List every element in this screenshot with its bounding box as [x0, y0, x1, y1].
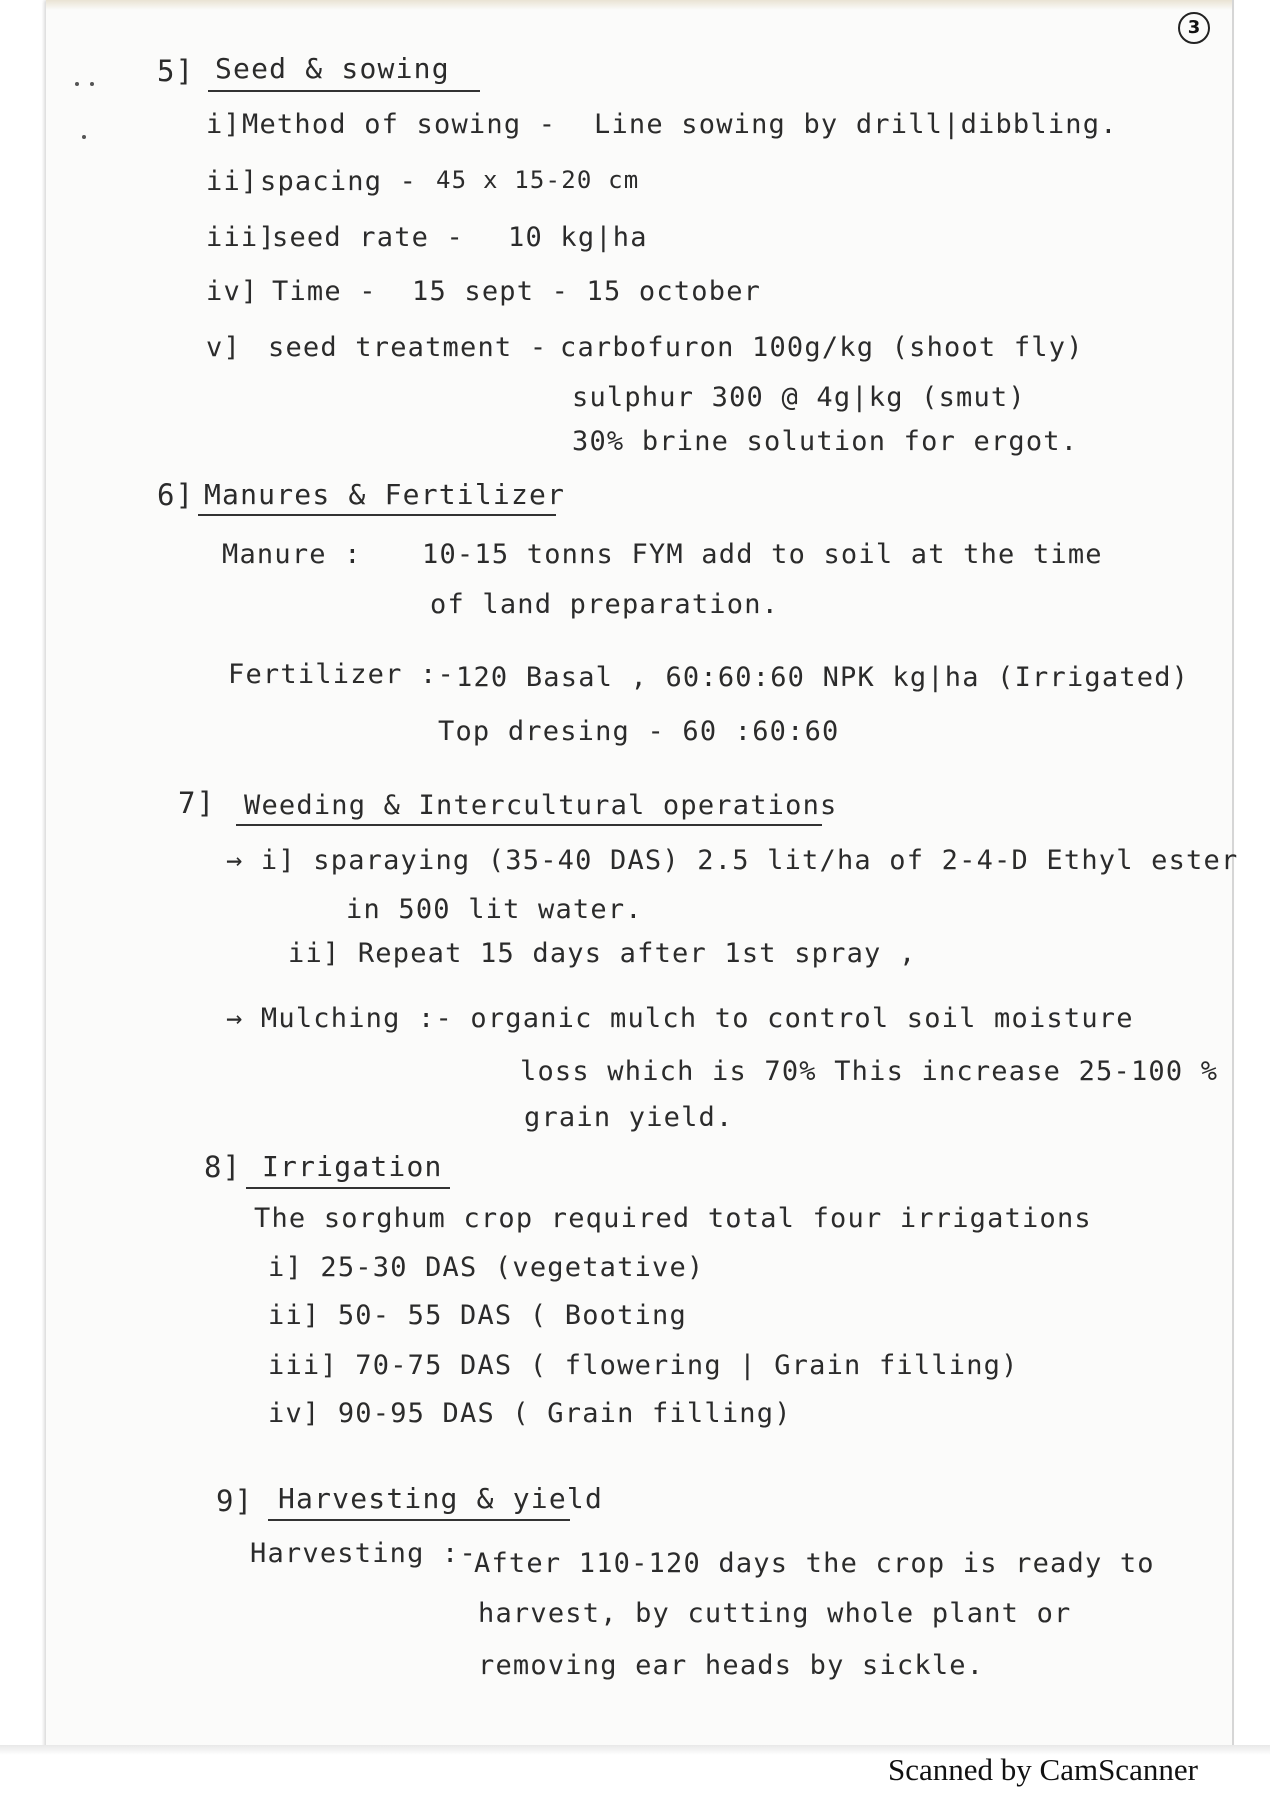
- manure-label: Manure :: [222, 539, 362, 570]
- section-8-underline: [246, 1187, 450, 1189]
- section-5-number: 5]: [157, 54, 195, 88]
- s5-row3-label: seed rate -: [272, 222, 465, 253]
- harvesting-label: Harvesting :-: [250, 1538, 477, 1569]
- mulching-line-1: → Mulching :- organic mulch to control soil moisture: [226, 1003, 1134, 1034]
- s5-row5-value-2: sulphur 300 @ 4g|kg (smut): [572, 382, 1026, 413]
- section-6-title: Manures & Fertilizer: [204, 478, 566, 511]
- s5-row4-value: 15 sept - 15 october: [412, 276, 762, 307]
- s5-row3-number: iii]: [206, 222, 276, 253]
- s5-row4-label: Time -: [272, 276, 377, 307]
- manure-line-2: of land preparation.: [430, 589, 780, 620]
- manure-line-1: 10-15 tonns FYM add to soil at the time: [422, 539, 1103, 570]
- s5-row3-value: 10 kg|ha: [508, 222, 648, 253]
- s5-row4-number: iv]: [206, 276, 259, 307]
- section-5-title: Seed & sowing: [215, 52, 450, 85]
- ink-dot: [90, 82, 94, 86]
- section-6-underline: [198, 514, 556, 516]
- s5-row5-number: v]: [206, 332, 241, 363]
- fertilizer-line-1: 120 Basal , 60:60:60 NPK kg|ha (Irrigated): [456, 662, 1190, 693]
- section-9-number: 9]: [216, 1484, 254, 1518]
- section-7-underline: [236, 824, 822, 826]
- mulching-line-2: loss which is 70% This increase 25-100 %: [520, 1056, 1219, 1087]
- harvesting-line-2: harvest, by cutting whole plant or: [478, 1598, 1072, 1629]
- section-9-title: Harvesting & yield: [278, 1482, 604, 1515]
- weeding-line-2: in 500 lit water.: [346, 894, 643, 925]
- page-top-edge: [46, 0, 1232, 10]
- harvesting-line-3: removing ear heads by sickle.: [478, 1650, 985, 1681]
- mulching-line-3: grain yield.: [524, 1102, 734, 1133]
- s5-row5-value-3: 30% brine solution for ergot.: [572, 426, 1079, 457]
- s5-row5-label: seed treatment -: [268, 332, 548, 363]
- fertilizer-line-2: Top dresing - 60 :60:60: [438, 716, 840, 747]
- s5-row1-value: Line sowing by drill|dibbling.: [594, 109, 1118, 140]
- ink-dot: [82, 135, 86, 139]
- section-7-number: 7]: [178, 786, 216, 820]
- harvesting-line-1: After 110-120 days the crop is ready to: [474, 1548, 1155, 1579]
- page-number: 3: [1178, 12, 1210, 44]
- irrigation-row-2: ii] 50- 55 DAS ( Booting: [268, 1300, 687, 1331]
- section-8-title: Irrigation: [262, 1150, 443, 1183]
- section-7-title: Weeding & Intercultural operations: [244, 790, 838, 821]
- weeding-line-1: → i] sparaying (35-40 DAS) 2.5 lit/ha of 2-4-D Ethyl ester: [226, 845, 1239, 876]
- irrigation-intro: The sorghum crop required total four irrigations: [254, 1203, 1092, 1234]
- irrigation-row-4: iv] 90-95 DAS ( Grain filling): [268, 1398, 792, 1429]
- section-9-underline: [268, 1519, 570, 1521]
- s5-row1-label: Method of sowing -: [242, 109, 557, 140]
- section-6-number: 6]: [157, 478, 195, 512]
- s5-row2-value: 45 x 15-20 cm: [436, 166, 640, 194]
- scanner-watermark: Scanned by CamScanner: [888, 1752, 1198, 1787]
- irrigation-row-3: iii] 70-75 DAS ( flowering | Grain filling): [268, 1350, 1019, 1381]
- s5-row2-label: spacing -: [260, 166, 418, 197]
- section-5-underline: [208, 90, 480, 92]
- s5-row2-number: ii]: [206, 166, 259, 197]
- irrigation-row-1: i] 25-30 DAS (vegetative): [268, 1252, 705, 1283]
- s5-row1-number: i]: [206, 109, 241, 140]
- fertilizer-label: Fertilizer :-: [228, 659, 455, 690]
- section-8-number: 8]: [204, 1150, 242, 1184]
- weeding-line-3: ii] Repeat 15 days after 1st spray ,: [288, 938, 917, 969]
- ink-dot: [75, 82, 79, 86]
- s5-row5-value: carbofuron 100g/kg (shoot fly): [560, 332, 1084, 363]
